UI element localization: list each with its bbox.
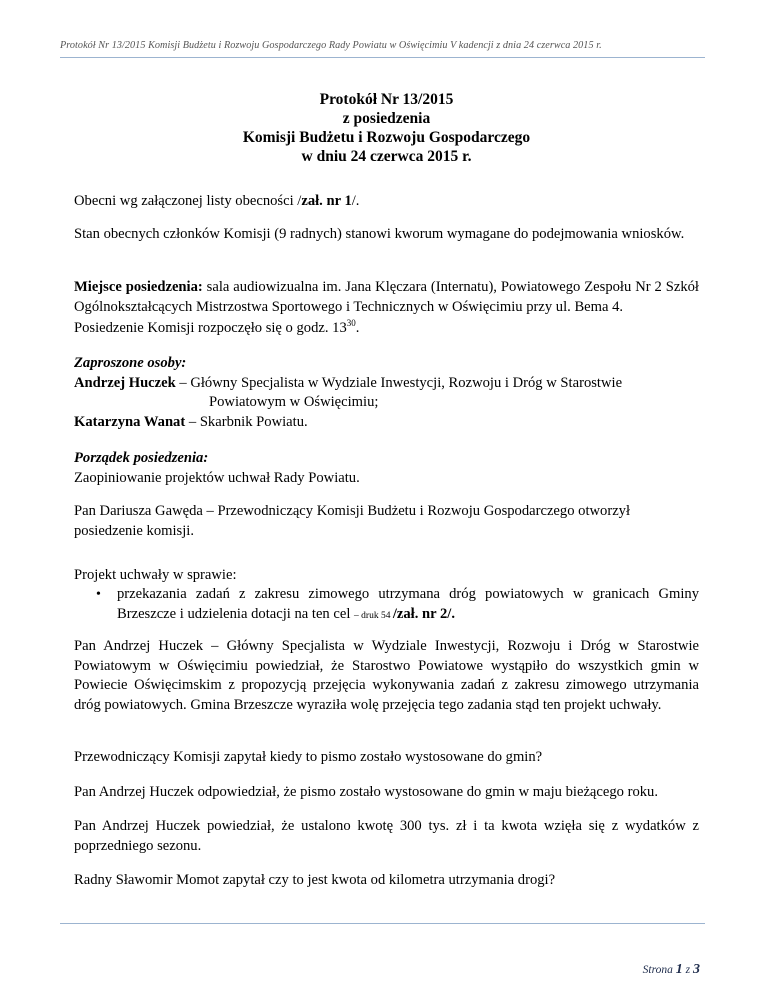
attendance-text: Obecni wg załączonej listy obecności / — [74, 193, 302, 209]
footer-total-pages: 3 — [693, 962, 700, 977]
footer-label: Strona — [642, 964, 676, 976]
title-line-3: Komisji Budżetu i Rozwoju Gospodarczego — [242, 129, 531, 146]
attendance-ref: zał. nr 1 — [301, 193, 352, 209]
start-text: Posiedzenie Komisji rozpoczęło się o godz. 13 — [74, 320, 347, 336]
paragraph-huczek-statement: Pan Andrzej Huczek – Główny Specjalista w Wydziale Inwestycji, Rozwoju i Dróg w Starostwie Powiatowym w Oświęcimiu powiedział, że Starostwo Powiatowe wystąpiło do wszystkich gmin w Powiecie Oświęcimskim z propozycją przejęcia wykonywania zadań z zakresu zimowego utrzymania dróg powiatowych. Gmina Brzeszcze wyraziła wolę przejęcia tego zadania stąd ten projekt uchwały. — [74, 638, 699, 713]
attendance-paragraph — [74, 192, 699, 212]
start-end: . — [355, 320, 360, 336]
running-header: Protokół Nr 13/2015 Komisji Budżetu i Rozwoju Gospodarczego Rady Powiatu w Oświęcimiu V kadencji z dnia 24 czerwca 2015 r. — [60, 40, 602, 51]
resolution-intro: Projekt uchwały w sprawie: — [74, 567, 237, 583]
place-label: Miejsce posiedzenia: — [74, 279, 203, 295]
person-2-name: Katarzyna Wanat — [74, 413, 186, 430]
footer-rule — [60, 923, 705, 924]
page-footer — [560, 962, 700, 978]
resolution-ref: /zał. nr 2/. — [392, 605, 455, 622]
resolution-druk: – druk 54 — [354, 610, 393, 621]
quorum-paragraph: Stan obecnych członków Komisji (9 radnych) stanowi kworum wymagane do podejmowania wniosków. — [74, 226, 685, 242]
person-1-role-cont: Powiatowym w Oświęcimiu; — [209, 394, 379, 410]
place-text: sala audiowizualna im. Jana Klęczara (Internatu), Powiatowego Zespołu Nr 2 Szkół Ogólnokształcących Mistrzostwa Sportowego i Technicznych w Oświęcimiu przy ul. Bema 4. — [74, 279, 699, 315]
bullet-icon: • — [96, 587, 101, 602]
agenda-item: Zaopiniowanie projektów uchwał Rady Powiatu. — [74, 469, 360, 486]
attendance-end: /. — [351, 193, 360, 209]
agenda-section — [74, 449, 699, 488]
paragraph-momot-question: Radny Sławomir Momot zapytał czy to jest kwota od kilometra utrzymania drogi? — [74, 872, 556, 888]
title-line-2: z posiedzenia — [342, 110, 431, 127]
invited-person-2 — [74, 413, 699, 433]
title-line-4: w dniu 24 czerwca 2015 r. — [301, 148, 472, 165]
header-rule — [60, 57, 705, 58]
start-paragraph — [74, 319, 699, 339]
place-paragraph — [74, 278, 699, 317]
paragraph-chair-question: Przewodniczący Komisji zapytał kiedy to pismo zostało wystosowane do gmin? — [74, 749, 543, 765]
title-line-1: Protokół Nr 13/2015 — [319, 91, 454, 108]
invited-section — [74, 354, 699, 432]
person-2-role: – Skarbnik Powiatu. — [185, 413, 308, 430]
invited-heading: Zaproszone osoby: — [74, 355, 187, 371]
agenda-heading: Porządek posiedzenia: — [74, 450, 209, 466]
footer-page-number: 1 — [675, 962, 683, 977]
footer-separator: z — [682, 964, 693, 976]
resolution-subject: przekazania zadań z zakresu zimowego utrzymana dróg powiatowych w granicach Gminy Brzeszcze i udzielenia dotacji na ten cel — [117, 586, 699, 622]
resolution-bullet-item — [96, 585, 699, 626]
resolution-text — [117, 585, 699, 626]
paragraph-huczek-amount: Pan Andrzej Huczek powiedział, że ustalono kwotę 300 tys. zł i ta kwota wzięła się z wydatków z poprzedniego sezonu. — [74, 818, 699, 854]
person-1-name: Andrzej Huczek — [74, 374, 176, 391]
paragraph-huczek-answer: Pan Andrzej Huczek odpowiedział, że pismo zostało wystosowane do gmin w maju bieżącego roku. — [74, 784, 658, 800]
start-minutes: 30 — [346, 318, 356, 328]
opening-paragraph: Pan Dariusza Gawęda – Przewodniczący Komisji Budżetu i Rozwoju Gospodarczego otworzył posiedzenie komisji. — [74, 503, 631, 539]
document-title — [74, 90, 699, 166]
invited-person-1 — [74, 374, 699, 394]
person-1-role: – Główny Specjalista w Wydziale Inwestycji, Rozwoju i Dróg w Starostwie — [175, 374, 623, 391]
